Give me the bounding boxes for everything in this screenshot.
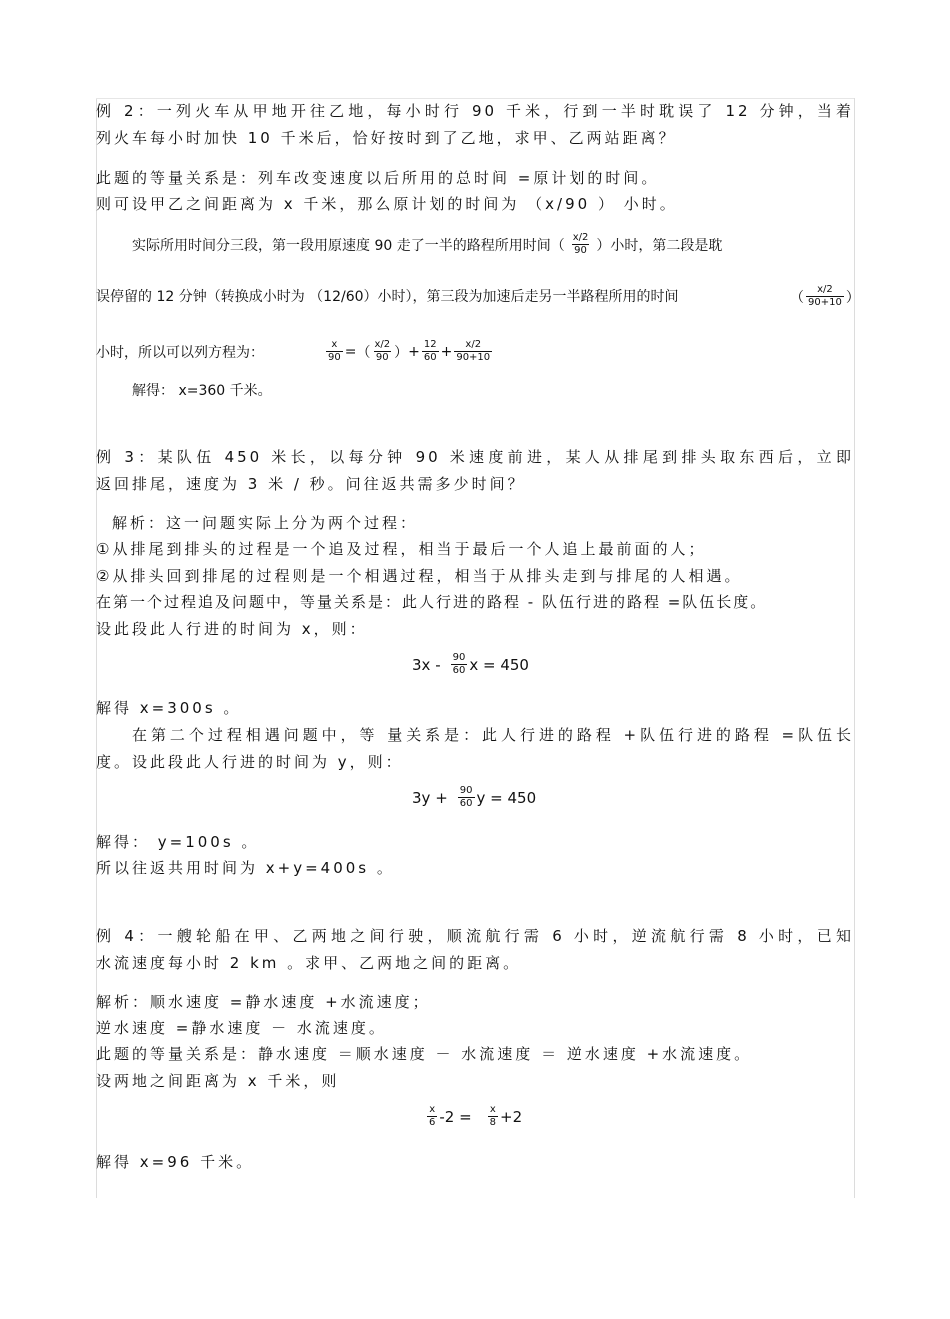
ex2-lparen: （ <box>790 289 804 306</box>
ex3-total: 所以往返共用时间为 x+y=400s 。 <box>96 859 395 877</box>
ex2-relation: 此题的等量关系是：列车改变速度以后所用的总时间 =原计划的时间。 <box>96 169 660 187</box>
ex2-frac-den: 90 <box>574 245 587 256</box>
ex2-setup: 则可设甲乙之间距离为 x 千米，那么原计划的时间为 （x/90 ） 小时。 <box>96 195 678 213</box>
ex2-equation-line <box>96 339 494 364</box>
ex2-rparen: ） <box>394 344 409 361</box>
ex4-frac-den: 8 <box>489 1117 497 1128</box>
ex3-eq1-post: x = 450 <box>469 655 529 674</box>
ex2-frac-den: 60 <box>423 352 437 363</box>
top-margin-line <box>96 98 854 99</box>
ex2-frac-den: 90 <box>375 352 389 363</box>
ex2-frac-num: x/2 <box>817 284 833 295</box>
ex3-process-1: ①从排尾到排头的过程是一个追及过程，相当于最后一个人追上最前面的人； <box>96 540 707 558</box>
ex3-eq1-pre: 3x - <box>412 655 441 674</box>
ex2-paragraph-line2 <box>96 286 679 306</box>
ex2-paragraph-line1 <box>132 232 722 257</box>
ex3-eq2-frac-den: 60 <box>459 798 473 809</box>
right-margin-line <box>854 98 855 1198</box>
ex2-eq-sign: = <box>344 343 357 360</box>
ex3-question-line1: 例 3：某队伍 450 米长，以每分钟 90 米速度前进，某人从排尾到排头取东西后，立即 <box>96 448 854 466</box>
ex4-eq-post: +2 <box>500 1107 523 1126</box>
ex4-frac-num: x <box>489 1104 496 1115</box>
ex3-equation-1 <box>412 652 529 677</box>
ex3-eq1-fraction <box>451 652 468 677</box>
ex3-eq2-post: y = 450 <box>476 788 537 807</box>
ex3-solution-2: 解得： y=100s 。 <box>96 833 260 851</box>
ex4-frac-x-6 <box>427 1104 437 1129</box>
ex2-frac-num: x/2 <box>465 339 482 350</box>
ex4-relation: 此题的等量关系是：静水速度 ＝顺水速度 － 水流速度 ＝ 逆水速度 +水流速度。 <box>96 1045 753 1063</box>
ex3-eq2-pre: 3y + <box>412 788 448 807</box>
ex3-setup-1: 设此段此人行进的时间为 x，则： <box>96 620 368 638</box>
ex2-p3-text: 小时，所以可以列方程为： <box>96 344 264 361</box>
ex4-frac-x-8 <box>488 1104 498 1129</box>
ex2-plus: + <box>408 343 420 360</box>
ex2-question-line1: 例 2：一列火车从甲地开往乙地，每小时行 90 千米，行到一半时耽误了 12 分钟，当着 <box>96 102 854 120</box>
ex3-relation-1: 在第一个过程追及问题中，等量关系是：此人行进的路程 - 队伍行进的路程 =队伍长度。 <box>96 593 768 611</box>
ex4-frac-den: 6 <box>429 1117 436 1128</box>
ex3-relation-2-line2: 度。设此段此人行进的时间为 y，则： <box>96 753 404 771</box>
ex2-eq-frac-12-60 <box>422 339 439 364</box>
ex4-question-line1: 例 4：一艘轮船在甲、乙两地之间行驶，顺流航行需 6 小时，逆流航行需 8 小时，已知 <box>96 927 854 945</box>
ex3-solution-1: 解得 x=300s 。 <box>96 699 242 717</box>
ex2-eq-frac-x2-90 <box>372 339 392 364</box>
ex3-eq1-frac-num: 90 <box>452 652 466 663</box>
ex2-frac-den: 90+10 <box>456 352 491 363</box>
ex2-eq-frac-x2-9010 <box>454 339 492 364</box>
ex2-frac-num: x <box>331 339 338 350</box>
ex4-equation <box>425 1104 522 1129</box>
ex3-equation-2 <box>412 785 536 810</box>
ex2-plus: + <box>440 343 453 360</box>
ex3-process-2: ②从排头回到排尾的过程则是一个相遇过程，相当于从排头走到与排尾的人相遇。 <box>96 567 743 585</box>
ex2-frac-num: 12 <box>423 339 437 350</box>
ex3-relation-2-line1: 在第二个过程相遇问题中，等 量关系是：此人行进的路程 +队伍行进的路程 =队伍长 <box>132 726 854 744</box>
ex2-p1-text-a: 实际所用时间分三段，第一段用原速度 90 走了一半的路程所用时间（ <box>132 237 565 254</box>
ex2-fraction-x2-9010 <box>806 284 844 309</box>
ex3-eq2-frac-num: 90 <box>459 785 473 796</box>
ex4-setup: 设两地之间距离为 x 千米，则 <box>96 1072 340 1090</box>
ex3-analysis-intro: 解析：这一问题实际上分为两个过程： <box>112 514 419 532</box>
ex4-eq-mid: -2 = <box>439 1107 472 1126</box>
ex2-eq-frac-x-90 <box>326 339 343 364</box>
ex2-fraction-x2-90 <box>571 232 591 257</box>
ex2-frac-den: 90+10 <box>808 297 842 308</box>
ex2-p2-text-a: 误停留的 12 分钟（转换成小时为 （12/60）小时），第三段为加速后走另一半路程所用的时间 <box>96 289 679 305</box>
ex2-paragraph-line2-fraction <box>790 284 860 309</box>
ex2-rparen: ） <box>845 289 860 306</box>
ex3-eq1-frac-den: 60 <box>452 665 466 676</box>
ex4-analysis-2: 逆水速度 =静水速度 － 水流速度。 <box>96 1019 387 1037</box>
ex2-p1-text-b: ）小时，第二段是耽 <box>596 237 723 254</box>
ex4-frac-num: x <box>429 1104 436 1115</box>
ex3-eq2-fraction <box>458 785 475 810</box>
ex2-frac-den: 90 <box>328 352 341 363</box>
ex2-solution: 解得： x=360 千米。 <box>132 383 272 399</box>
ex2-lparen: （ <box>356 344 371 361</box>
ex4-solution: 解得 x=96 千米。 <box>96 1153 255 1171</box>
ex2-question-line2: 列火车每小时加快 10 千米后，恰好按时到了乙地，求甲、乙两站距离？ <box>96 129 677 147</box>
ex2-frac-num: x/2 <box>374 339 391 350</box>
ex2-frac-num: x/2 <box>572 232 589 243</box>
ex4-analysis-1: 解析：顺水速度 =静水速度 +水流速度； <box>96 993 431 1011</box>
ex4-question-line2: 水流速度每小时 2 km 。求甲、乙两地之间的距离。 <box>96 954 522 972</box>
ex3-question-line2: 返回排尾，速度为 3 米 / 秒。问往返共需多少时间？ <box>96 475 526 493</box>
